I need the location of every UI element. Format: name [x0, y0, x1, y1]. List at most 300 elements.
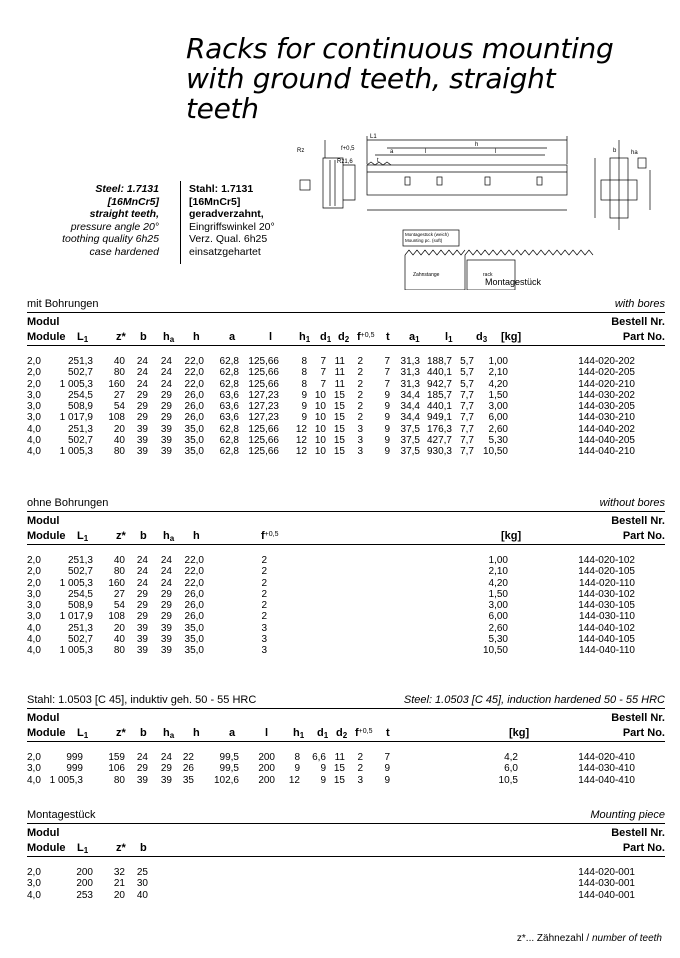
- table-row: [27, 878, 665, 889]
- table-cell: 29: [160, 588, 172, 600]
- table-cell: 2: [261, 555, 267, 566]
- table-cell: 144-030-210: [578, 412, 635, 424]
- table-cell: 1 017,9: [59, 412, 93, 424]
- table-cell: 26,0: [184, 611, 204, 623]
- table-cell: 15: [333, 774, 345, 786]
- table-cell: 26,0: [184, 389, 204, 401]
- table-cell: 3,0: [27, 588, 41, 600]
- svg-text:h: h: [475, 142, 479, 148]
- table-cell: 62,8: [219, 446, 239, 458]
- material-german: Stahl: 1.7131 [16MnCr5] geradverzahnt, Eingriffswinkel 20° Verz. Qual. 6h25 einsatzgehartet: [189, 183, 275, 258]
- table-row: [27, 379, 665, 390]
- table-cell: 144-020-001: [578, 867, 635, 878]
- table-cell: 22,0: [184, 356, 204, 367]
- table-row: [27, 356, 665, 367]
- table-cell: 9: [384, 389, 390, 401]
- table-cell: 10: [314, 412, 326, 424]
- table-cell: 22,0: [184, 367, 204, 379]
- svg-text:Montagestück (weich): Montagestück (weich): [405, 232, 449, 237]
- table-cell: 80: [113, 367, 125, 379]
- table-cell: 9: [294, 763, 300, 775]
- table-cell: 26,0: [184, 412, 204, 424]
- table-cell: 8: [301, 367, 307, 379]
- table-cell: 39: [136, 622, 148, 634]
- table-cell: 3: [261, 622, 267, 634]
- table-cell: 251,3: [67, 423, 93, 435]
- table-cell: 144-020-102: [578, 555, 635, 566]
- table-cell: 29: [136, 763, 148, 775]
- table-cell: 39: [136, 774, 148, 786]
- table-cell: 22,0: [184, 577, 204, 589]
- table-header: Modul Module $L_1$ z* b $h_a$ h a l $h_1$ $d_1$ $d_2$ $f^{+0,5}$ t [kg] Bestell Nr. Part No.: [27, 709, 665, 742]
- table-header: Modul Module $L_1$ z* b $h_a$ h $f^{+0,5}$ [kg] Bestell Nr. Part No.: [27, 512, 665, 545]
- table-cell: 1,00: [488, 555, 508, 566]
- table-cell: 144-040-202: [578, 423, 635, 435]
- table-cell: 27: [113, 389, 125, 401]
- table-cell: 35: [182, 774, 194, 786]
- table-cell: 10: [314, 423, 326, 435]
- table-cell: 200: [258, 752, 275, 763]
- table-cell: 54: [113, 401, 125, 413]
- section-mounting-piece: [27, 809, 665, 901]
- table-cell: 40: [113, 356, 125, 367]
- table-cell: 427,7: [426, 435, 452, 447]
- table-cell: 3: [357, 774, 363, 786]
- table-cell: 9: [384, 423, 390, 435]
- table-cell: 6,00: [488, 412, 508, 424]
- table-cell: 35,0: [184, 423, 204, 435]
- table-cell: 24: [160, 356, 172, 367]
- table-cell: 7,7: [460, 446, 474, 458]
- table-cell: 39: [136, 446, 148, 458]
- table-cell: 62,8: [219, 435, 239, 447]
- table-cell: 24: [160, 378, 172, 390]
- table-cell: 10: [314, 401, 326, 413]
- table-cell: 999: [66, 763, 83, 775]
- table-cell: 34,4: [400, 389, 420, 401]
- table-cell: 15: [333, 401, 345, 413]
- table-cell: 62,8: [219, 356, 239, 367]
- table-cell: 159: [108, 752, 125, 763]
- table-cell: 144-030-410: [578, 763, 635, 775]
- section-heading: mit Bohrungen with bores: [27, 298, 665, 313]
- table-cell: 34,4: [400, 412, 420, 424]
- svg-text:L1: L1: [370, 134, 377, 140]
- table-cell: 3,0: [27, 412, 41, 424]
- table-cell: 2: [261, 577, 267, 589]
- table-cell: 144-020-210: [578, 378, 635, 390]
- table-cell: 12: [295, 435, 307, 447]
- table-cell: 3,0: [27, 611, 41, 623]
- table-row: [27, 390, 665, 401]
- table-cell: 39: [160, 645, 172, 657]
- table-row: [27, 763, 665, 774]
- table-cell: 4,0: [27, 889, 41, 901]
- table-cell: 7,7: [460, 389, 474, 401]
- table-cell: 440,1: [426, 367, 452, 379]
- table-cell: 29: [160, 389, 172, 401]
- table-cell: 40: [136, 889, 148, 901]
- table-cell: 200: [76, 878, 93, 890]
- table-cell: 12: [295, 423, 307, 435]
- table-cell: 144-020-110: [579, 577, 635, 589]
- table-cell: 9: [320, 763, 326, 775]
- svg-text:t: t: [377, 158, 379, 164]
- table-cell: 29: [160, 600, 172, 612]
- table-cell: 7: [320, 378, 326, 390]
- table-cell: 144-040-001: [578, 889, 635, 901]
- table-cell: 24: [136, 752, 148, 763]
- table-cell: 80: [113, 566, 125, 578]
- table-cell: 4,0: [27, 435, 41, 447]
- table-cell: 144-020-205: [578, 367, 635, 379]
- table-cell: 7: [384, 356, 390, 367]
- table-cell: 502,7: [67, 435, 93, 447]
- table-cell: 11: [334, 752, 345, 763]
- table-cell: 24: [136, 577, 148, 589]
- table-cell: 7,7: [460, 401, 474, 413]
- table-cell: 15: [333, 446, 345, 458]
- table-cell: 4,20: [488, 577, 508, 589]
- table-cell: 27: [113, 588, 125, 600]
- table-cell: 10: [314, 389, 326, 401]
- table-cell: 25: [136, 867, 148, 878]
- table-cell: 502,7: [67, 566, 93, 578]
- table-cell: 39: [136, 423, 148, 435]
- table-cell: 9: [301, 389, 307, 401]
- material-english: Steel: 1.7131 [16MnCr5] straight teeth, pressure angle 20° toothing quality 6h25 case hardened: [62, 183, 159, 258]
- table-cell: 12: [288, 774, 300, 786]
- section-heading: Montagestück Mounting piece: [27, 809, 665, 824]
- table-cell: 254,5: [67, 389, 93, 401]
- table-cell: 144-030-110: [579, 611, 635, 623]
- table-cell: 11: [334, 378, 345, 390]
- table-cell: 29: [160, 401, 172, 413]
- table-row: [27, 412, 665, 423]
- table-cell: 502,7: [67, 634, 93, 646]
- table-cell: 8: [301, 378, 307, 390]
- table-cell: 144-020-105: [578, 566, 635, 578]
- table-cell: 15: [333, 412, 345, 424]
- table-cell: 29: [136, 389, 148, 401]
- table-cell: 21: [113, 878, 125, 890]
- table-cell: 26,0: [184, 401, 204, 413]
- table-row: [27, 623, 665, 634]
- table-cell: 2,10: [488, 566, 508, 578]
- table-cell: 185,7: [426, 389, 452, 401]
- table-cell: 2,0: [27, 577, 41, 589]
- table-cell: 2: [357, 412, 363, 424]
- table-cell: 10,5: [498, 774, 518, 786]
- table-cell: 39: [136, 634, 148, 646]
- table-cell: 10: [314, 435, 326, 447]
- table-cell: 160: [108, 378, 125, 390]
- table-cell: 502,7: [67, 367, 93, 379]
- table-cell: 35,0: [184, 622, 204, 634]
- table-cell: 508,9: [67, 600, 93, 612]
- table-cell: 22: [182, 752, 194, 763]
- table-cell: 11: [334, 367, 345, 379]
- section-without-bores: [27, 497, 665, 657]
- table-cell: 22,0: [184, 555, 204, 566]
- table-cell: 144-040-110: [579, 645, 635, 657]
- table-cell: 2,0: [27, 555, 41, 566]
- table-cell: 949,1: [426, 412, 452, 424]
- table-cell: 144-020-410: [578, 752, 635, 763]
- table-cell: 2: [357, 401, 363, 413]
- technical-drawing: [295, 130, 665, 290]
- table-cell: 26,0: [184, 600, 204, 612]
- table-cell: 125,66: [248, 356, 279, 367]
- table-cell: 22,0: [184, 378, 204, 390]
- table-cell: 15: [333, 423, 345, 435]
- table-cell: 102,6: [213, 774, 239, 786]
- table-cell: 7,7: [460, 423, 474, 435]
- table-cell: 3,00: [488, 600, 508, 612]
- table-header: Modul Module $L_1$ z* b Bestell Nr. Part No.: [27, 824, 665, 857]
- table-cell: 2,0: [27, 378, 41, 390]
- table-cell: 7: [320, 356, 326, 367]
- table-cell: 127,23: [248, 412, 279, 424]
- svg-text:ha: ha: [631, 150, 638, 156]
- table-cell: 1,50: [488, 588, 508, 600]
- table-cell: 5,30: [488, 435, 508, 447]
- table-cell: 24: [160, 752, 172, 763]
- table-cell: 4,2: [504, 752, 518, 763]
- table-cell: 6,6: [312, 752, 326, 763]
- table-cell: 26: [182, 763, 194, 775]
- svg-text:a: a: [390, 149, 394, 155]
- table-cell: 24: [160, 367, 172, 379]
- table-cell: 29: [136, 600, 148, 612]
- table-body: [27, 346, 665, 458]
- table-cell: 40: [113, 555, 125, 566]
- table-cell: 2,0: [27, 867, 41, 878]
- table-cell: 144-040-205: [578, 435, 635, 447]
- table-cell: 40: [113, 435, 125, 447]
- table-row: [27, 367, 665, 378]
- table-cell: 1 005,3: [59, 645, 93, 657]
- table-cell: 40: [113, 634, 125, 646]
- table-cell: 99,5: [219, 763, 239, 775]
- table-cell: 6,0: [504, 763, 518, 775]
- table-cell: 5,7: [460, 367, 474, 379]
- table-cell: 930,3: [426, 446, 452, 458]
- table-cell: 125,66: [248, 423, 279, 435]
- table-cell: 24: [160, 555, 172, 566]
- table-cell: 108: [108, 611, 125, 623]
- table-cell: 144-040-410: [578, 774, 635, 786]
- table-cell: 24: [160, 577, 172, 589]
- table-cell: 7,7: [460, 412, 474, 424]
- table-cell: 1 005,3: [49, 774, 83, 786]
- table-cell: 22,0: [184, 566, 204, 578]
- material-divider: [180, 181, 181, 264]
- table-row: [27, 752, 665, 763]
- table-cell: 188,7: [426, 356, 452, 367]
- table-cell: 942,7: [426, 378, 452, 390]
- table-cell: 8: [301, 356, 307, 367]
- table-cell: 7: [320, 367, 326, 379]
- table-cell: 5,7: [460, 356, 474, 367]
- table-cell: 1,00: [488, 356, 508, 367]
- table-cell: 24: [136, 367, 148, 379]
- table-cell: 9: [320, 774, 326, 786]
- svg-text:b: b: [613, 148, 617, 154]
- table-cell: 7: [384, 367, 390, 379]
- table-cell: 251,3: [67, 555, 93, 566]
- table-row: [27, 775, 665, 786]
- table-cell: 2: [357, 356, 363, 367]
- table-cell: 3,0: [27, 401, 41, 413]
- table-cell: 62,8: [219, 367, 239, 379]
- table-cell: 39: [136, 435, 148, 447]
- table-cell: 200: [258, 763, 275, 775]
- table-cell: 254,5: [67, 588, 93, 600]
- table-cell: 2: [261, 611, 267, 623]
- table-cell: 15: [333, 435, 345, 447]
- table-cell: 2: [261, 600, 267, 612]
- svg-text:Rz1,6: Rz1,6: [337, 159, 353, 165]
- table-row: [27, 446, 665, 457]
- table-row: [27, 424, 665, 435]
- table-cell: 24: [136, 555, 148, 566]
- table-cell: 35,0: [184, 645, 204, 657]
- table-cell: 127,23: [248, 389, 279, 401]
- table-cell: 63,6: [219, 412, 239, 424]
- table-cell: 3: [357, 435, 363, 447]
- table-cell: 999: [66, 752, 83, 763]
- table-cell: 39: [160, 622, 172, 634]
- table-cell: 24: [136, 566, 148, 578]
- table-cell: 144-020-202: [578, 356, 635, 367]
- table-cell: 29: [160, 763, 172, 775]
- table-cell: 251,3: [67, 356, 93, 367]
- table-cell: 12: [295, 446, 307, 458]
- table-header: Modul Module $L_1$ z* b $h_a$ h a l $h_1$ $d_1$ $d_2$ $f^{+0,5}$ t $a_1$ $l_1$ $d_3$ [kg] Bestell Nr. Part No.: [27, 313, 665, 346]
- table-cell: 3: [357, 446, 363, 458]
- svg-text:l: l: [425, 149, 427, 155]
- table-cell: 2,10: [488, 367, 508, 379]
- table-row: [27, 867, 665, 878]
- table-cell: 108: [108, 412, 125, 424]
- svg-text:f+0,5: f+0,5: [341, 146, 355, 152]
- table-cell: 144-030-001: [578, 878, 635, 890]
- section-heading: ohne Bohrungen without bores: [27, 497, 665, 512]
- table-cell: 2,0: [27, 367, 41, 379]
- table-cell: 125,66: [248, 435, 279, 447]
- table-row: [27, 435, 665, 446]
- table-cell: 4,0: [27, 774, 41, 786]
- table-cell: 4,0: [27, 622, 41, 634]
- table-cell: 39: [160, 435, 172, 447]
- table-cell: 4,20: [488, 378, 508, 390]
- table-cell: 20: [113, 622, 125, 634]
- table-cell: 1 005,3: [59, 577, 93, 589]
- table-cell: 37,5: [400, 423, 420, 435]
- table-cell: 1 017,9: [59, 611, 93, 623]
- table-cell: 39: [160, 634, 172, 646]
- table-cell: 62,8: [219, 423, 239, 435]
- table-cell: 26,0: [184, 588, 204, 600]
- table-row: [27, 890, 665, 901]
- table-cell: 15: [333, 763, 345, 775]
- table-cell: 6,00: [488, 611, 508, 623]
- table-cell: 39: [160, 774, 172, 786]
- table-cell: 10,50: [482, 446, 508, 458]
- table-body: [27, 857, 665, 901]
- table-cell: 35,0: [184, 446, 204, 458]
- table-cell: 2: [357, 378, 363, 390]
- table-cell: 144-030-105: [578, 600, 635, 612]
- table-cell: 11: [334, 356, 345, 367]
- table-cell: 3: [261, 634, 267, 646]
- table-cell: 1 005,3: [59, 378, 93, 390]
- table-cell: 7,7: [460, 435, 474, 447]
- table-row: [27, 645, 665, 656]
- table-cell: 2: [357, 763, 363, 775]
- table-cell: 63,6: [219, 389, 239, 401]
- table-row: [27, 611, 665, 622]
- table-cell: 10: [314, 446, 326, 458]
- table-cell: 440,1: [426, 401, 452, 413]
- table-cell: 24: [160, 566, 172, 578]
- table-row: [27, 578, 665, 589]
- table-cell: 80: [113, 446, 125, 458]
- table-cell: 80: [113, 774, 125, 786]
- table-cell: 2,60: [488, 423, 508, 435]
- table-cell: 2: [357, 752, 363, 763]
- table-cell: 32: [113, 867, 125, 878]
- table-cell: 31,3: [400, 367, 420, 379]
- table-cell: 144-040-210: [578, 446, 635, 458]
- table-body: [27, 742, 665, 786]
- table-cell: 144-030-202: [578, 389, 635, 401]
- table-cell: 127,23: [248, 401, 279, 413]
- table-cell: 30: [136, 878, 148, 890]
- table-cell: 144-040-105: [578, 634, 635, 646]
- table-cell: 125,66: [248, 367, 279, 379]
- table-cell: 2: [261, 566, 267, 578]
- table-cell: 2,0: [27, 566, 41, 578]
- svg-text:Rz: Rz: [297, 148, 305, 154]
- table-cell: 35,0: [184, 634, 204, 646]
- table-body: [27, 545, 665, 657]
- table-cell: 3: [261, 645, 267, 657]
- table-cell: 5,7: [460, 378, 474, 390]
- table-cell: 31,3: [400, 356, 420, 367]
- table-row: [27, 555, 665, 566]
- table-cell: 37,5: [400, 435, 420, 447]
- table-cell: 39: [160, 446, 172, 458]
- table-cell: 253: [76, 889, 93, 901]
- table-cell: 3,0: [27, 600, 41, 612]
- table-cell: 144-030-102: [578, 588, 635, 600]
- table-cell: 9: [384, 446, 390, 458]
- table-cell: 24: [136, 356, 148, 367]
- page-title: Racks for continuous mounting with ground teeth, straight teeth: [186, 32, 614, 125]
- table-cell: 80: [113, 645, 125, 657]
- table-cell: 9: [384, 412, 390, 424]
- table-cell: 24: [136, 378, 148, 390]
- table-cell: 2,0: [27, 752, 41, 763]
- svg-text:l: l: [495, 149, 497, 155]
- table-cell: 3,0: [27, 389, 41, 401]
- table-cell: 9: [301, 401, 307, 413]
- table-row: [27, 634, 665, 645]
- table-cell: 2: [357, 389, 363, 401]
- section-c45: [27, 694, 665, 786]
